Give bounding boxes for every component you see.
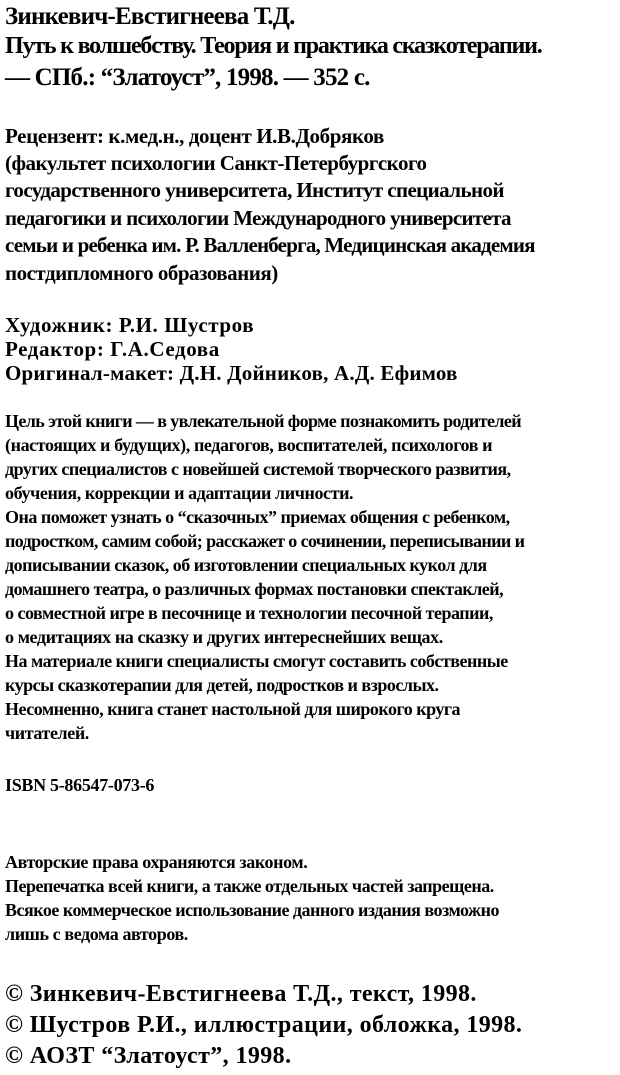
reviewer-line: семьи и ребенка им. Р. Валленберга, Медицинская академия [5,233,535,257]
annotation-line: дописывании сказок, об изготовлении специальных кукол для [5,555,487,575]
reviewer-line: постдипломного образования) [5,261,278,285]
reviewer-line: Рецензент: к.мед.н., доцент И.В.Добряков [5,124,384,148]
rights-line: Авторские права охраняются законом. [5,852,308,872]
rights-line: Перепечатка всей книги, а также отдельных частей запрещена. [5,876,494,896]
annotation-line: Цель этой книги — в увлекательной форме познакомить родителей [5,411,521,431]
credit-layout: Оригинал-макет: Д.Н. Дойников, А.Д. Ефимов [5,361,458,385]
rights-line: лишь с ведома авторов. [5,924,188,944]
annotation-line: Несомненно, книга станет настольной для широкого круга [5,699,461,719]
annotation-line: читателей. [5,723,89,743]
annotation-line: о медитациях на сказку и других интереснейших вещах. [5,627,443,647]
annotation-line: Она поможет узнать о “сказочных” приемах общения с ребенком, [5,507,510,527]
annotation-line: обучения, коррекции и адаптации личности. [5,483,354,503]
credit-artist: Художник: Р.И. Шустров [5,313,255,337]
book-title: Путь к волшебству. Теория и практика сказкотерапии. [5,33,542,59]
copyright-line: © АОЗТ “Златоуст”, 1998. [5,1043,292,1069]
annotation-line: других специалистов с новейшей системой творческого развития, [5,459,511,479]
book-author: Зинкевич-Евстигнеева Т.Д. [5,3,295,30]
book-publisher: — СПб.: “Златоуст”, 1998. — 352 с. [5,64,370,91]
annotation-line: о совместной игре в песочнице и технологии песочной терапии, [5,603,493,623]
copyright-line: © Зинкевич-Евстигнеева Т.Д., текст, 1998. [5,981,477,1007]
rights-line: Всякое коммерческое использование данного издания возможно [5,900,499,920]
isbn: ISBN 5-86547-073-6 [5,775,155,795]
reviewer-line: государственного университета, Институт специальной [5,178,504,202]
reviewer-line: (факультет психологии Санкт-Петербургского [5,151,427,175]
credit-editor: Редактор: Г.А.Седова [5,337,220,361]
copyright-line: © Шустров Р.И., иллюстрации, обложка, 1998. [5,1012,523,1038]
annotation-line: подростком, самим собой; расскажет о сочинении, переписывании и [5,531,525,551]
reviewer-line: педагогики и психологии Международного университета [5,206,511,230]
annotation-line: домашнего театра, о различных формах постановки спектаклей, [5,579,504,599]
annotation-line: курсы сказкотерапии для детей, подростков и взрослых. [5,675,439,695]
annotation-line: На материале книги специалисты смогут составить собственные [5,651,508,671]
annotation-line: (настоящих и будущих), педагогов, воспитателей, психологов и [5,435,493,455]
